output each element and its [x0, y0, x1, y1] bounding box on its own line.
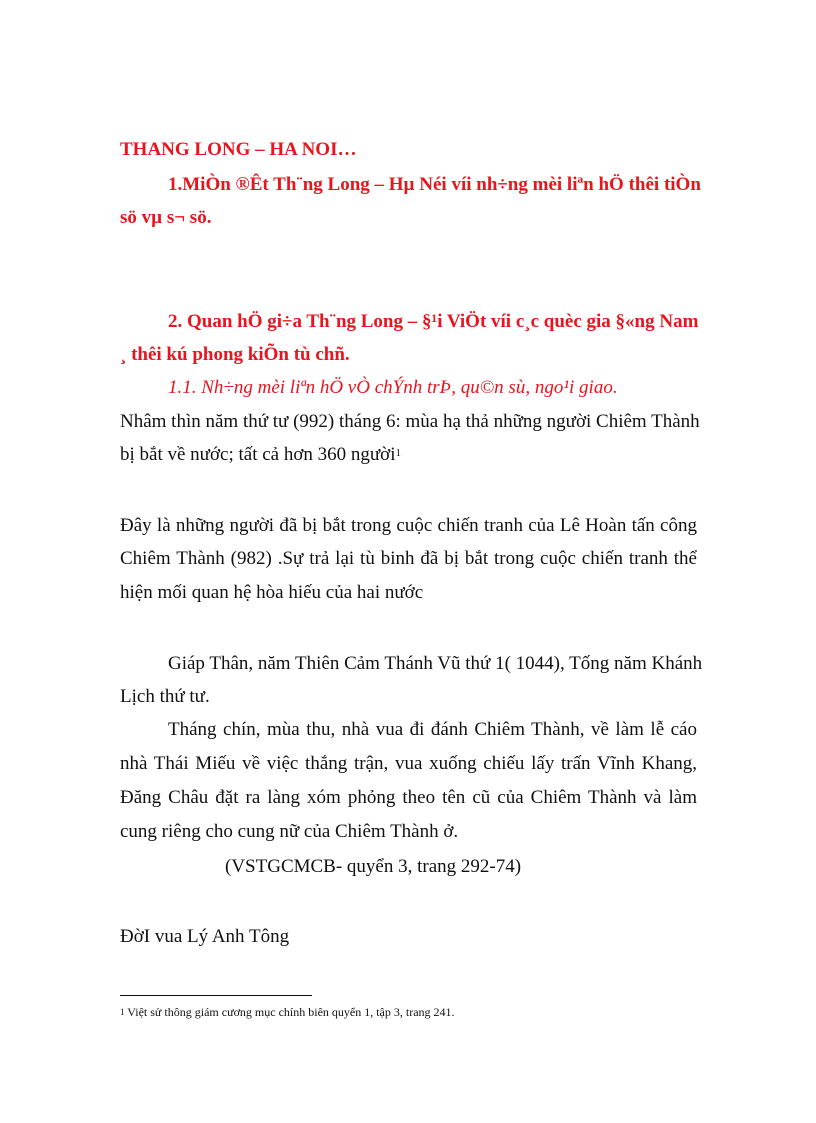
- paragraph-4-line-4: cung riêng cho cung nữ của Chiêm Thành ở.: [120, 821, 459, 842]
- paragraph-2-line-3: hiện mối quan hệ hòa hiếu của hai nước: [120, 582, 424, 603]
- paragraph-2-line-2: Chiêm Thành (982) .Sự trả lại tù binh đã bị bắt trong cuộc chiến tranh thể: [120, 548, 697, 569]
- section-1-heading-line-1: 1.MiÒn ®Êt Th¨ng Long – Hµ Néi víi nh÷ng mèi liªn hÖ thêi tiÒn: [168, 174, 701, 195]
- paragraph-1-line-1: Nhâm thìn năm thứ tư (992) tháng 6: mùa hạ thả những người Chiêm Thành: [120, 411, 700, 432]
- footnote: [120, 1004, 455, 1020]
- paragraph-3-line-1: Giáp Thân, năm Thiên Cảm Thánh Vũ thứ 1( 1044), Tống năm Khánh: [168, 653, 703, 674]
- reign-heading: ĐờI vua Lý Anh Tông: [120, 926, 290, 947]
- paragraph-1-line-2-text: bị bắt về nước; tất cả hơn 360 người: [120, 444, 396, 465]
- source-citation: (VSTGCMCB- quyển 3, trang 292-74): [225, 856, 522, 877]
- section-2-heading-line-2: ¸ thêi kú phong kiÕn tù chñ.: [120, 344, 350, 365]
- paragraph-4-line-1: Tháng chín, mùa thu, nhà vua đi đánh Chiêm Thành, về làm lễ cáo: [168, 719, 697, 740]
- section-1-heading-line-2: sö vµ s¬ sö.: [120, 207, 212, 228]
- paragraph-3-line-2: Lịch thứ tư.: [120, 686, 210, 707]
- footnote-number: 1: [120, 1007, 125, 1017]
- document-title: THANG LONG – HA NOI…: [120, 139, 357, 160]
- section-2-heading-line-1: 2. Quan hÖ gi÷a Th¨ng Long – §¹i ViÖt víi c¸c quèc gia §«ng Nam: [168, 311, 699, 332]
- paragraph-4-line-3: Đăng Châu đặt ra làng xóm phỏng theo tên cũ của Chiêm Thành và làm: [120, 787, 697, 808]
- subsection-heading: 1.1. Nh÷ng mèi liªn hÖ vÒ chÝnh trÞ, qu©n sù, ngo¹i giao.: [168, 377, 618, 398]
- footnote-text: Việt sử thông giám cương mục chính biên quyển 1, tập 3, trang 241.: [127, 1005, 455, 1019]
- paragraph-1-line-2: [120, 443, 401, 467]
- footnote-separator: [120, 995, 312, 996]
- footnote-reference: 1: [395, 447, 402, 459]
- paragraph-4-line-2: nhà Thái Miếu về việc thắng trận, vua xuống chiếu lấy trấn Vĩnh Khang,: [120, 753, 697, 774]
- paragraph-2-line-1: Đây là những người đã bị bắt trong cuộc chiến tranh của Lê Hoàn tấn công: [120, 515, 697, 536]
